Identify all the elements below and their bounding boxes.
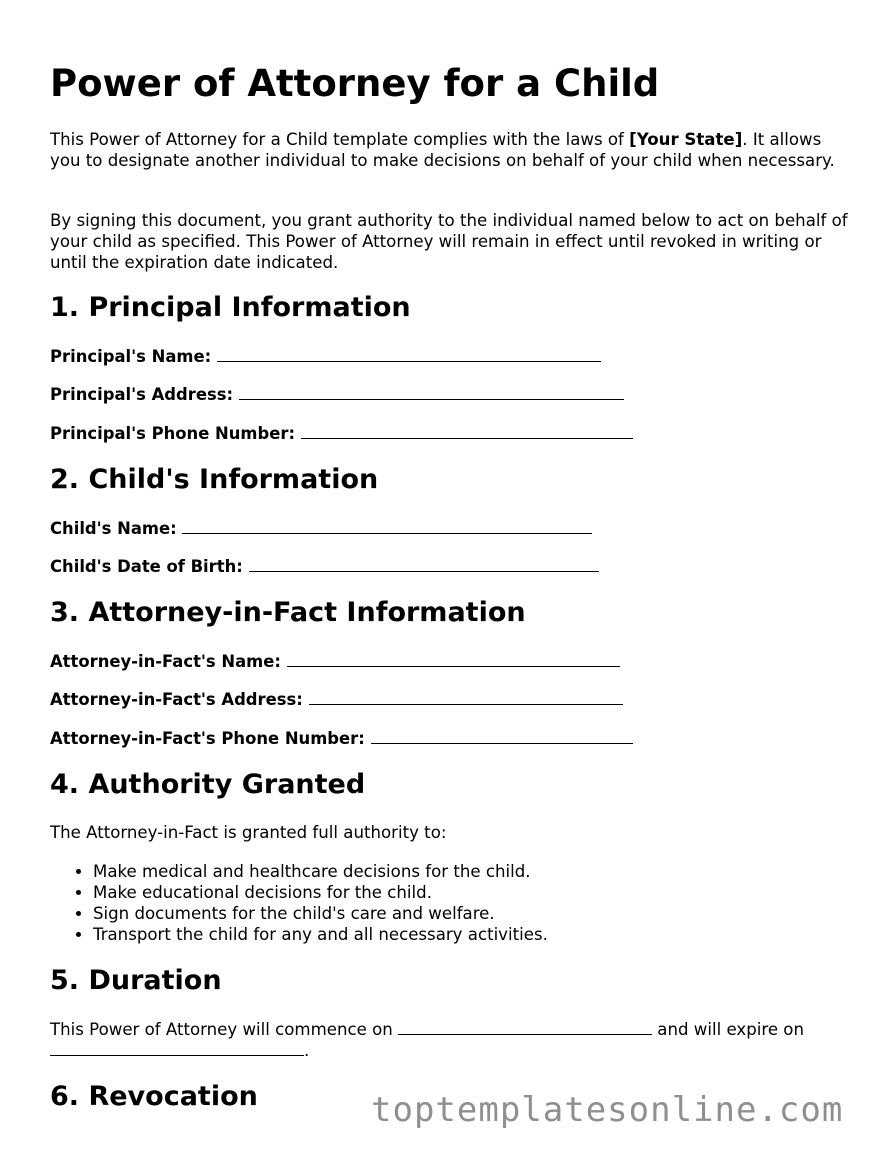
expire-date-blank[interactable]: [50, 1040, 304, 1056]
attorney-name-blank[interactable]: [287, 651, 620, 667]
child-dob-blank[interactable]: [249, 556, 599, 572]
principal-phone-blank[interactable]: [301, 423, 633, 439]
section-heading-attorney: 3. Attorney-in-Fact Information: [50, 597, 526, 628]
principal-phone-field[interactable]: [50, 423, 633, 444]
attorney-address-field[interactable]: [50, 689, 623, 710]
child-name-field[interactable]: [50, 518, 592, 539]
child-name-blank[interactable]: [182, 518, 592, 534]
section-heading-revocation: 6. Revocation: [50, 1081, 258, 1112]
attorney-phone-field[interactable]: [50, 728, 633, 749]
commence-date-blank[interactable]: [398, 1019, 652, 1035]
intro-text-start: This Power of Attorney for a Child template complies with the laws of: [50, 130, 630, 149]
duration-text-middle: and will expire on: [652, 1020, 804, 1039]
duration-text-start: This Power of Attorney will commence on: [50, 1020, 399, 1039]
principal-address-blank[interactable]: [239, 384, 624, 400]
document-title: Power of Attorney for a Child: [50, 62, 660, 105]
principal-phone-label: Principal's Phone Number:: [50, 424, 295, 443]
principal-address-field[interactable]: [50, 384, 624, 405]
attorney-address-blank[interactable]: [309, 689, 623, 705]
duration-text-end: .: [304, 1041, 310, 1060]
list-item: • Transport the child for any and all necessary activities.: [93, 924, 548, 945]
list-item: • Make medical and healthcare decisions for the child.: [93, 861, 548, 882]
section-heading-principal: 1. Principal Information: [50, 292, 411, 323]
authority-list: [50, 861, 548, 945]
intro-text-end: . It allows you to designate another individual to make decisions on behalf of your child when necessary.: [50, 130, 835, 170]
child-dob-label: Child's Date of Birth:: [50, 557, 243, 576]
attorney-address-label: Attorney-in-Fact's Address:: [50, 690, 303, 709]
principal-name-blank[interactable]: [217, 346, 601, 362]
state-placeholder: [Your State]: [629, 130, 743, 149]
list-item: • Sign documents for the child's care and welfare.: [93, 903, 548, 924]
section-heading-authority: 4. Authority Granted: [50, 769, 366, 800]
child-name-label: Child's Name:: [50, 519, 177, 538]
section-heading-duration: 5. Duration: [50, 965, 222, 996]
attorney-phone-blank[interactable]: [371, 728, 633, 744]
intro-paragraph-1: [50, 129, 850, 171]
intro-paragraph-2: By signing this document, you grant authority to the individual named below to act on behalf of your child as specified. This Power of Attorney will remain in effect until revoked in writing or until the expiration date indicated.: [50, 211, 848, 272]
authority-intro: The Attorney-in-Fact is granted full authority to:: [50, 823, 447, 842]
principal-address-label: Principal's Address:: [50, 385, 234, 404]
duration-paragraph: [50, 1019, 850, 1061]
list-item: • Make educational decisions for the child.: [93, 882, 548, 903]
child-dob-field[interactable]: [50, 556, 599, 577]
watermark-text: toptemplatesonline.com: [371, 1090, 844, 1130]
section-heading-child: 2. Child's Information: [50, 464, 379, 495]
attorney-name-label: Attorney-in-Fact's Name:: [50, 652, 281, 671]
principal-name-label: Principal's Name:: [50, 347, 212, 366]
principal-name-field[interactable]: [50, 346, 601, 367]
attorney-name-field[interactable]: [50, 651, 620, 672]
attorney-phone-label: Attorney-in-Fact's Phone Number:: [50, 729, 365, 748]
